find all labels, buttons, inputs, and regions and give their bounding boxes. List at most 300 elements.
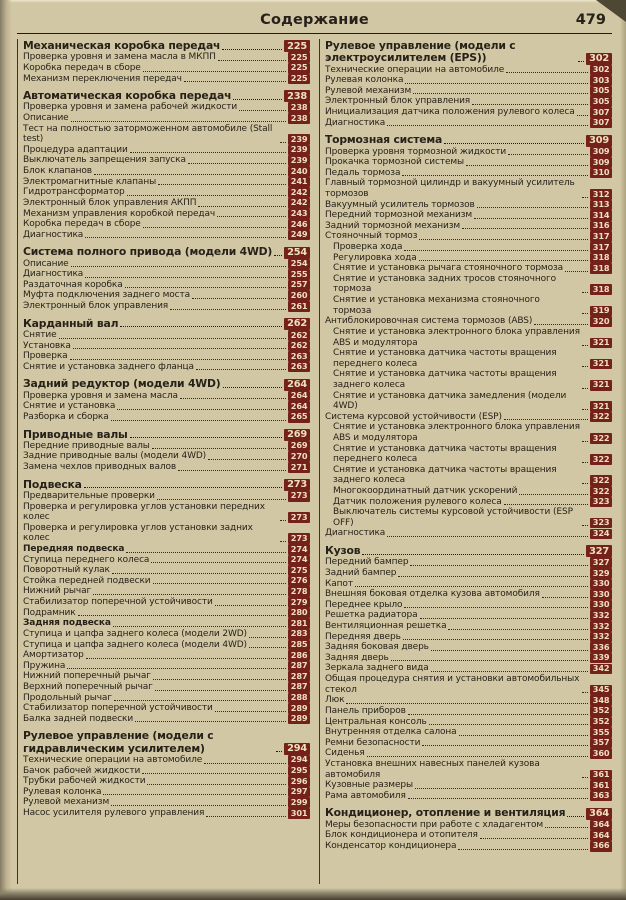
dot-leader: [403, 639, 589, 640]
toc-section-header: [23, 730, 310, 755]
dot-leader: [71, 121, 287, 122]
toc-entry: [23, 693, 310, 704]
toc-entry: [23, 682, 310, 693]
toc-entry-label: Передние приводные валы: [23, 440, 150, 451]
toc-page-ref: 273: [288, 491, 310, 502]
toc-page-ref: 281: [288, 618, 310, 629]
scan-edge-bottom: [0, 888, 626, 900]
dot-leader: [180, 398, 286, 399]
toc-entry: [23, 290, 310, 301]
dot-leader: [545, 827, 588, 828]
page-number: 479: [575, 12, 606, 28]
toc-entry-label: Задние приводные валы (модели 4WD): [23, 451, 207, 462]
dot-leader: [192, 298, 286, 299]
dot-leader: [542, 597, 588, 598]
toc-entry-label: Главный тормозной цилиндр и вакуумный усилитель тормозов: [325, 178, 575, 199]
toc-entry-label: Инициализация датчика положения рулевого колеса: [325, 107, 575, 118]
toc-page-ref: 238: [288, 113, 310, 124]
toc-page-ref: 295: [288, 766, 310, 777]
dot-leader: [120, 326, 282, 327]
dot-leader: [419, 260, 589, 261]
toc-page-ref: 322: [590, 486, 612, 497]
toc-page-ref: 264: [284, 379, 310, 391]
toc-page-ref: 336: [590, 642, 612, 653]
toc-entry-label: Регулировка хода: [333, 252, 417, 263]
dot-leader: [204, 763, 286, 764]
toc-page-ref: 254: [288, 259, 310, 270]
toc-section-header: [325, 134, 612, 146]
toc-entry: [23, 787, 310, 798]
toc-entry: [23, 766, 310, 777]
dot-leader: [567, 816, 584, 817]
toc-entry: [23, 230, 310, 241]
dot-leader: [84, 487, 282, 488]
toc-section: [23, 730, 310, 818]
toc-entry-label: Разборка и сборка: [23, 411, 109, 422]
toc-entry: [23, 661, 310, 672]
toc-entry-label: Снятие и установка датчика частоты вращения переднего колеса: [333, 443, 557, 465]
toc-entry-label: Проверка уровня тормозной жидкости: [325, 146, 507, 157]
toc-entry-label: Коробка передач в сборе: [23, 219, 141, 230]
toc-entry: [23, 544, 310, 555]
toc-entry-label: Капот: [325, 578, 353, 589]
toc-section: [325, 134, 612, 539]
toc-entry: [23, 187, 310, 198]
toc-page-ref: 317: [590, 231, 612, 242]
toc-entry-label: Раздаточная коробка: [23, 279, 123, 290]
toc-entry: [325, 465, 612, 486]
toc-entry-label: Замена чехлов приводных валов: [23, 462, 177, 473]
toc-entry: [23, 565, 310, 576]
toc-page-ref: 260: [288, 290, 310, 301]
toc-entry-label: Блок клапанов: [23, 166, 92, 177]
toc-page-ref: 322: [590, 412, 612, 423]
dot-leader: [431, 650, 588, 651]
dot-leader: [142, 773, 286, 774]
toc-entry: [325, 557, 612, 568]
dot-leader: [215, 711, 287, 712]
toc-entry-label: Вакуумный усилитель тормозов: [325, 199, 475, 210]
toc-page-ref: 225: [288, 74, 310, 85]
toc-page-ref: 361: [590, 770, 612, 781]
toc-page-ref: 355: [590, 727, 612, 738]
dot-leader: [387, 125, 588, 126]
dot-leader: [504, 504, 589, 505]
toc-section: [325, 807, 612, 851]
toc-column-1: [17, 39, 310, 884]
toc-entry-label: Система курсовой устойчивости (ESP): [325, 411, 502, 422]
dot-leader: [408, 714, 588, 715]
toc-entry: [325, 274, 612, 295]
dot-leader: [188, 163, 286, 164]
toc-entry: [23, 451, 310, 462]
toc-entry-label: Снятие и установка механизма стояночного тормоза: [333, 295, 540, 316]
dot-leader: [143, 71, 287, 72]
toc-entry-label: Конденсатор кондиционера: [325, 840, 457, 851]
toc-entry-label: Нижний рычаг: [23, 586, 92, 597]
toc-entry: [23, 52, 310, 63]
dot-leader: [431, 671, 589, 672]
dot-leader: [155, 690, 286, 691]
toc-entry: [23, 491, 310, 502]
toc-page-ref: 301: [288, 808, 310, 819]
toc-page-ref: 286: [288, 650, 310, 661]
dot-leader: [208, 459, 286, 460]
dot-leader: [217, 216, 286, 217]
toc-entry: [325, 507, 612, 528]
dot-leader: [184, 81, 286, 82]
toc-page-ref: 273: [288, 512, 310, 523]
toc-entry-label: Центральная консоль: [325, 716, 427, 727]
toc-entry: [325, 486, 612, 497]
toc-page-ref: 322: [590, 475, 612, 486]
toc-page-ref: 289: [288, 714, 310, 725]
toc-entry-label: Трубки рабочей жидкости: [23, 776, 146, 787]
toc-page-ref: 339: [590, 653, 612, 664]
toc-entry-label: Снятие и установка заднего фланца: [23, 361, 194, 372]
toc-entry: [325, 780, 612, 791]
dot-leader: [534, 324, 588, 325]
toc-page-ref: 273: [284, 479, 310, 491]
toc-entry-label: Проверка уровня и замена масла в МКПП: [23, 52, 216, 63]
toc-entry-label: Амортизатор: [23, 650, 84, 661]
dot-leader: [206, 816, 286, 817]
toc-page-ref: 348: [590, 695, 612, 706]
toc-page-ref: 321: [590, 359, 612, 370]
toc-page-ref: 332: [590, 621, 612, 632]
toc-page-ref: 323: [590, 518, 612, 529]
toc-entry-label: Снятие и установка датчика частоты вращения заднего колеса: [333, 369, 557, 390]
toc-section: [23, 90, 310, 240]
toc-page-ref: 274: [288, 555, 310, 566]
toc-page-ref: 322: [590, 454, 612, 465]
toc-entry: [23, 597, 310, 608]
dot-leader: [459, 735, 589, 736]
toc-entry-label: Карданный вал: [23, 316, 119, 330]
dot-leader: [222, 49, 282, 50]
dot-leader: [94, 174, 286, 175]
toc-page-ref: 330: [590, 589, 612, 600]
toc-page-ref: 255: [288, 269, 310, 280]
scan-edge-right: [620, 0, 626, 900]
dot-leader: [474, 218, 588, 219]
toc-entry: [23, 145, 310, 156]
dot-leader: [582, 692, 588, 693]
toc-entry-label: Передняя дверь: [325, 631, 401, 642]
toc-entry: [23, 629, 310, 640]
toc-page-ref: 261: [288, 301, 310, 312]
toc-entry: [23, 259, 310, 270]
toc-page-ref: 309: [590, 157, 612, 168]
toc-entry: [23, 401, 310, 412]
dot-leader: [143, 227, 287, 228]
toc-entry-label: Тест на полностью заторможенном автомобиле (Stall test): [23, 123, 273, 145]
dot-leader: [458, 849, 588, 850]
toc-entry: [23, 166, 310, 177]
toc-entry-label: Приводные валы: [23, 427, 128, 441]
toc-entry: [325, 674, 612, 695]
toc-entry: [23, 330, 310, 341]
dot-leader: [565, 271, 588, 272]
toc-entry-label: Электронный блок управления АКПП: [23, 197, 197, 208]
toc-entry: [325, 568, 612, 579]
toc-page-ref: 273: [288, 533, 310, 544]
toc-page-ref: 274: [288, 544, 310, 555]
toc-page-ref: 296: [288, 776, 310, 787]
toc-entry: [325, 253, 612, 264]
toc-entry-label: Проверка уровня и замена масла: [23, 390, 178, 401]
toc-entry-label: Диагностика: [23, 269, 84, 280]
toc-page-ref: 262: [284, 318, 310, 330]
dot-leader: [362, 554, 584, 555]
toc-section-header: [23, 479, 310, 491]
dot-leader: [582, 313, 588, 314]
dot-leader: [158, 184, 286, 185]
toc-page-ref: 246: [288, 219, 310, 230]
dot-leader: [178, 470, 286, 471]
toc-entry: [325, 221, 612, 232]
toc-page-ref: 276: [288, 576, 310, 587]
toc-page-ref: 321: [590, 338, 612, 349]
toc-section-header: [23, 246, 310, 258]
toc-entry: [23, 301, 310, 312]
dot-leader: [157, 499, 286, 500]
dot-leader: [113, 626, 286, 627]
toc-entry-label: Диагностика: [325, 528, 386, 539]
toc-page-ref: 271: [288, 462, 310, 473]
dot-leader: [151, 562, 286, 563]
toc-page-ref: 254: [284, 247, 310, 259]
toc-entry: [325, 610, 612, 621]
toc-page-ref: 327: [586, 545, 612, 557]
toc-entry: [325, 444, 612, 465]
toc-entry: [23, 124, 310, 145]
toc-entry: [23, 280, 310, 291]
dot-leader: [135, 721, 286, 722]
dot-leader: [577, 115, 589, 116]
toc-page-ref: 243: [288, 209, 310, 220]
toc-page-ref: 312: [590, 189, 612, 200]
toc-page-ref: 352: [590, 717, 612, 728]
toc-entry-label: Зеркала заднего вида: [325, 663, 429, 674]
toc-section-header: [23, 429, 310, 441]
toc-entry: [23, 412, 310, 423]
toc-entry-label: Снятие и установка рычага стояночного тормоза: [333, 263, 564, 274]
toc-entry-label: Рулевое управление (модели с электроусилителем (EPS)): [325, 39, 516, 65]
toc-entry-label: Диагностика: [325, 117, 386, 128]
toc-entry-label: Педаль тормоза: [325, 167, 401, 178]
toc-entry: [325, 841, 612, 852]
dot-leader: [448, 629, 588, 630]
dot-leader: [73, 348, 287, 349]
toc-page-ref: 287: [288, 682, 310, 693]
dot-leader: [218, 60, 287, 61]
toc-entry: [325, 200, 612, 211]
toc-entry: [23, 502, 310, 523]
toc-entry: [23, 102, 310, 113]
toc-entry-label: Ступица и цапфа заднего колеса (модели 2WD): [23, 628, 247, 639]
toc-entry-label: Электронный блок управления: [325, 96, 471, 107]
toc-entry-label: Ступица переднего колеса: [23, 554, 150, 565]
toc-entry: [23, 362, 310, 373]
toc-entry: [23, 74, 310, 85]
toc-section-header: [23, 90, 310, 102]
dot-leader: [477, 207, 589, 208]
dot-leader: [480, 838, 588, 839]
toc-entry: [23, 198, 310, 209]
toc-page-ref: 299: [288, 797, 310, 808]
scan-edge-top: [0, 0, 626, 3]
toc-page-ref: 239: [288, 155, 310, 166]
toc-entry: [23, 703, 310, 714]
toc-entry: [325, 738, 612, 749]
toc-entry: [325, 791, 612, 802]
dot-leader: [410, 565, 588, 566]
dot-leader: [249, 637, 286, 638]
toc-page-ref: 238: [288, 102, 310, 113]
dot-leader: [233, 99, 282, 100]
toc-page-ref: 319: [590, 306, 612, 317]
toc-entry: [325, 391, 612, 412]
toc-section-header: [325, 40, 612, 65]
toc-entry-label: Описание: [23, 113, 69, 124]
dot-leader: [408, 798, 589, 799]
toc-section-header: [23, 378, 310, 390]
toc-entry: [23, 177, 310, 188]
toc-page-ref: 357: [590, 738, 612, 749]
toc-page-ref: 294: [284, 743, 310, 755]
toc-entry-label: Стабилизатор поперечной устойчивости: [23, 703, 213, 714]
dot-leader: [413, 93, 588, 94]
toc-entry: [325, 600, 612, 611]
toc-page-ref: 265: [288, 412, 310, 423]
toc-entry-label: Описание: [23, 258, 69, 269]
toc-page-ref: 257: [288, 280, 310, 291]
toc-page-ref: 364: [590, 830, 612, 841]
dot-leader: [582, 483, 588, 484]
dot-leader: [71, 266, 287, 267]
toc-page-ref: 240: [288, 166, 310, 177]
toc-entry: [23, 640, 310, 651]
toc-page-ref: 287: [288, 671, 310, 682]
toc-page-ref: 225: [288, 63, 310, 74]
toc-entry-label: Проверка уровня и замена рабочей жидкости: [23, 102, 238, 113]
dot-leader: [508, 154, 588, 155]
page-title: Содержание: [260, 12, 369, 28]
toc-entry: [325, 632, 612, 643]
toc-section: [23, 479, 310, 725]
toc-section-header: [325, 545, 612, 557]
toc-entry-label: Тормозная система: [325, 133, 443, 147]
toc-page-ref: 309: [586, 135, 612, 147]
dot-leader: [117, 409, 286, 410]
toc-entry: [325, 820, 612, 831]
toc-entry: [23, 219, 310, 230]
toc-page-ref: 263: [288, 362, 310, 373]
toc-entry: [325, 210, 612, 221]
toc-column-2: [319, 39, 612, 884]
dot-leader: [86, 658, 287, 659]
dot-leader: [223, 387, 283, 388]
toc-entry-label: Рулевая колонка: [325, 75, 404, 86]
toc-section: [23, 318, 310, 373]
dot-leader: [346, 703, 588, 704]
toc-entry-label: Технические операции на автомобиле: [23, 754, 203, 765]
toc-page-ref: 307: [590, 107, 612, 118]
toc-page-ref: 352: [590, 706, 612, 717]
toc-section-header: [23, 318, 310, 330]
toc-entry-label: Кузов: [325, 544, 361, 558]
toc-entry-label: Нижний поперечный рычаг: [23, 671, 151, 682]
toc-page-ref: 361: [590, 780, 612, 791]
toc-page-ref: 285: [288, 640, 310, 651]
toc-entry-label: Снятие и установка: [23, 401, 116, 412]
toc-entry-label: Передний бампер: [325, 557, 409, 568]
toc-entry: [325, 263, 612, 274]
dot-leader: [355, 586, 588, 587]
toc-entry: [325, 695, 612, 706]
toc-entry: [325, 107, 612, 118]
toc-entry-label: Снятие и установка датчика замедления (модели 4WD): [333, 390, 567, 412]
toc-entry-label: Кондиционер, отопление и вентиляция: [325, 806, 566, 820]
dot-leader: [582, 345, 588, 346]
dot-leader: [387, 536, 588, 537]
toc-page-ref: 330: [590, 579, 612, 590]
toc-entry: [23, 808, 310, 819]
toc-entry-label: Переднее крыло: [325, 599, 403, 610]
dot-leader: [215, 605, 287, 606]
dot-leader: [420, 618, 589, 619]
toc-entry: [325, 589, 612, 600]
toc-entry-label: Датчик положения рулевого колеса: [333, 496, 502, 507]
dot-leader: [429, 724, 589, 725]
toc-entry-label: Установка внешних навесных панелей кузова автомобиля: [325, 758, 540, 780]
toc-page-ref: 318: [590, 284, 612, 295]
toc-entry: [325, 86, 612, 97]
toc-page-ref: 323: [590, 497, 612, 508]
toc-entry-label: Вентиляционная решетка: [325, 621, 447, 632]
toc-columns: [17, 39, 612, 884]
toc-section: [325, 545, 612, 801]
dot-leader: [398, 576, 588, 577]
toc-page-ref: 364: [590, 820, 612, 831]
toc-entry: [325, 748, 612, 759]
dot-leader: [153, 679, 286, 680]
dot-leader: [170, 309, 286, 310]
toc-entry-label: Рулевой механизм: [23, 797, 110, 808]
toc-page-ref: 313: [590, 200, 612, 211]
dot-leader: [280, 142, 286, 143]
toc-entry-label: Антиблокировочная система тормозов (ABS): [325, 316, 533, 327]
dot-leader: [114, 700, 286, 701]
toc-entry-label: Процедура адаптации: [23, 144, 128, 155]
toc-page-ref: 329: [590, 568, 612, 579]
page-header: [17, 12, 612, 31]
toc-entry-label: Сиденья: [325, 748, 365, 759]
toc-page-ref: 264: [288, 391, 310, 402]
toc-entry: [325, 579, 612, 590]
toc-entry: [23, 341, 310, 352]
toc-entry-label: Блок кондиционера и отопителя: [325, 830, 478, 841]
toc-page-ref: 316: [590, 221, 612, 232]
dot-leader: [85, 237, 286, 238]
dot-leader: [462, 228, 588, 229]
toc-entry: [23, 113, 310, 124]
toc-page-ref: 280: [288, 608, 310, 619]
toc-entry-label: Задний тормозной механизм: [325, 220, 461, 231]
toc-page-ref: 332: [590, 610, 612, 621]
toc-page-ref: 269: [284, 429, 310, 441]
